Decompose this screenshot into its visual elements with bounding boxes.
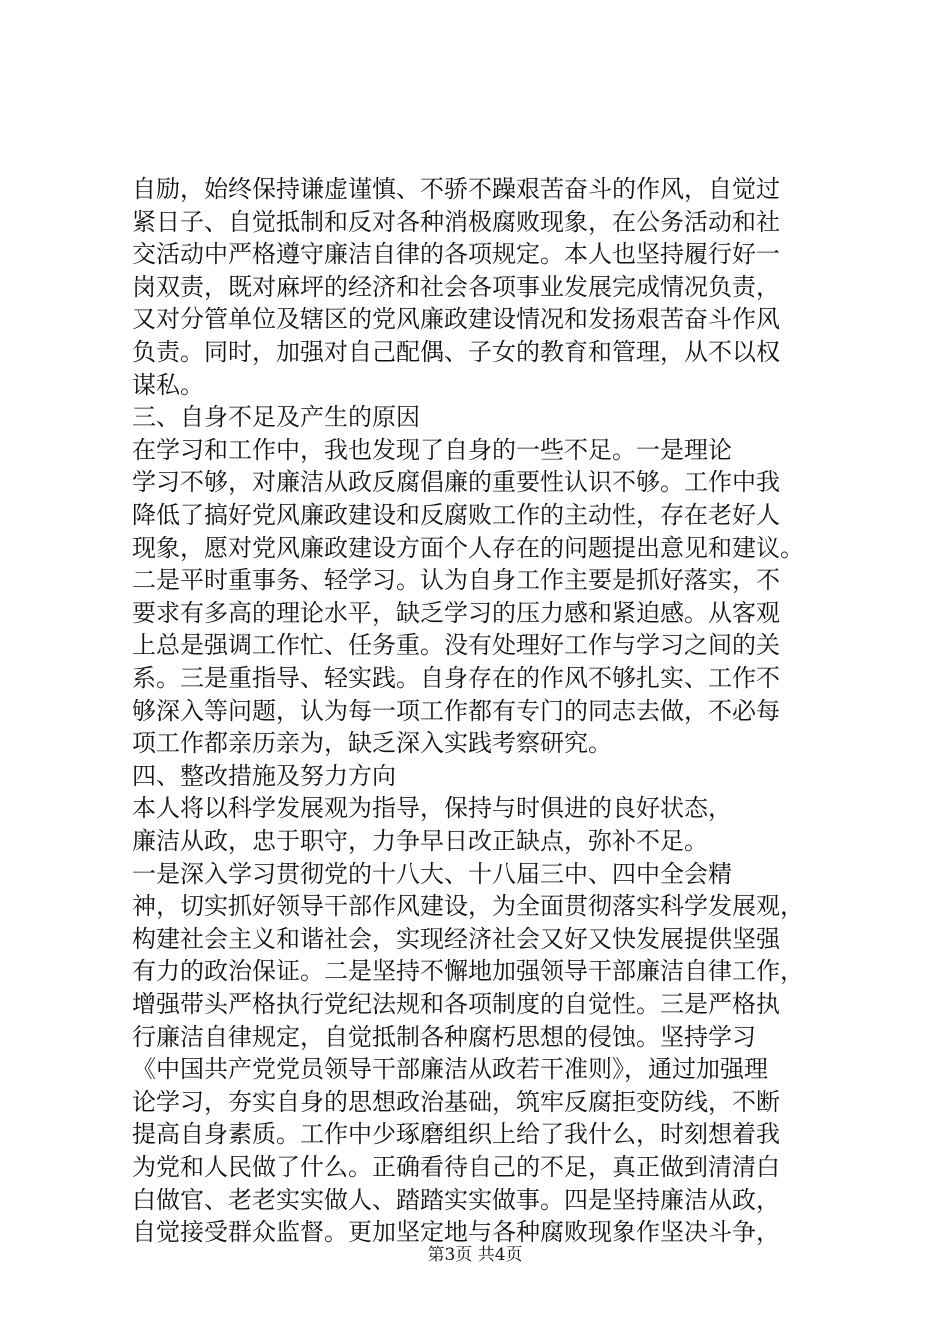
text-line: 交活动中严格遵守廉洁自律的各项规定。本人也坚持履行好一 (132, 240, 780, 269)
section-heading: 三、自身不足及产生的原因 (132, 403, 420, 432)
text-line: 降低了搞好党风廉政建设和反腐败工作的主动性，存在老好人 (132, 501, 780, 529)
text-line: 学习不够，对廉洁从政反腐倡廉的重要性认识不够。工作中我 (132, 468, 780, 497)
text-line: 在学习和工作中，我也发现了自身的一些不足。一是理论 (132, 435, 732, 464)
text-line: 行廉洁自律规定，自觉抵制各种腐朽思想的侵蚀。坚持学习 (132, 1022, 756, 1051)
text-line: 论学习，夯实自身的思想政治基础，筑牢反腐拒变防线，不断 (132, 1087, 780, 1116)
text-line: 上总是强调工作忙、任务重。没有处理好工作与学习之间的关 (132, 631, 780, 660)
text-line: 谋私。 (132, 370, 204, 399)
page-number-footer: 第3页 共4页 (427, 1245, 523, 1265)
text-line: 二是平时重事务、轻学习。认为自身工作主要是抓好落实，不 (132, 566, 780, 595)
text-line: 本人将以科学发展观为指导，保持与时俱进的良好状态， (132, 794, 732, 823)
text-line: 神，切实抓好领导干部作风建设，为全面贯彻落实科学发展观， (132, 892, 804, 921)
text-line: 够深入等问题，认为每一项工作都有专门的同志去做，不必每 (132, 696, 780, 725)
text-line: 提高自身素质。工作中少琢磨组织上给了我什么，时刻想着我 (132, 1120, 780, 1149)
text-line: 自励，始终保持谦虚谨慎、不骄不躁艰苦奋斗的作风，自觉过 (132, 175, 780, 203)
text-line: 《中国共产党党员领导干部廉洁从政若干准则》，通过加强理 (132, 1055, 768, 1084)
text-line: 项工作都亲历亲为，缺乏深入实践考察研究。 (132, 729, 612, 758)
text-line: 白做官、老老实实做人、踏踏实实做事。四是坚持廉洁从政， (132, 1185, 780, 1214)
text-line: 为党和人民做了什么。正确看待自己的不足，真正做到清清白 (132, 1153, 780, 1181)
text-line: 紧日子、自觉抵制和反对各种消极腐败现象，在公务活动和社 (132, 207, 780, 236)
text-line: 自觉接受群众监督。更加坚定地与各种腐败现象作坚决斗争， (132, 1218, 780, 1247)
text-line: 岗双责，既对麻坪的经济和社会各项事业发展完成情况负责， (132, 272, 780, 301)
section-heading: 四、整改措施及努力方向 (132, 761, 396, 790)
text-line: 增强带头严格执行党纪法规和各项制度的自觉性。三是严格执 (132, 990, 780, 1018)
text-line: 要求有多高的理论水平，缺乏学习的压力感和紧迫感。从客观 (132, 598, 780, 627)
text-line: 一是深入学习贯彻党的十八大、十八届三中、四中全会精 (132, 859, 732, 888)
text-line: 构建社会主义和谐社会，实现经济社会又好又快发展提供坚强 (132, 924, 780, 953)
text-line: 负责。同时，加强对自己配偶、子女的教育和管理，从不以权 (132, 338, 780, 366)
text-line: 有力的政治保证。二是坚持不懈地加强领导干部廉洁自律工作， (132, 957, 804, 986)
text-line: 系。三是重指导、轻实践。自身存在的作风不够扎实、工作不 (132, 664, 780, 692)
text-line: 廉洁从政，忠于职守，力争早日改正缺点，弥补不足。 (132, 827, 708, 855)
text-line: 又对分管单位及辖区的党风廉政建设情况和发扬艰苦奋斗作风 (132, 305, 780, 334)
text-line: 现象，愿对党风廉政建设方面个人存在的问题提出意见和建议。 (132, 533, 804, 562)
